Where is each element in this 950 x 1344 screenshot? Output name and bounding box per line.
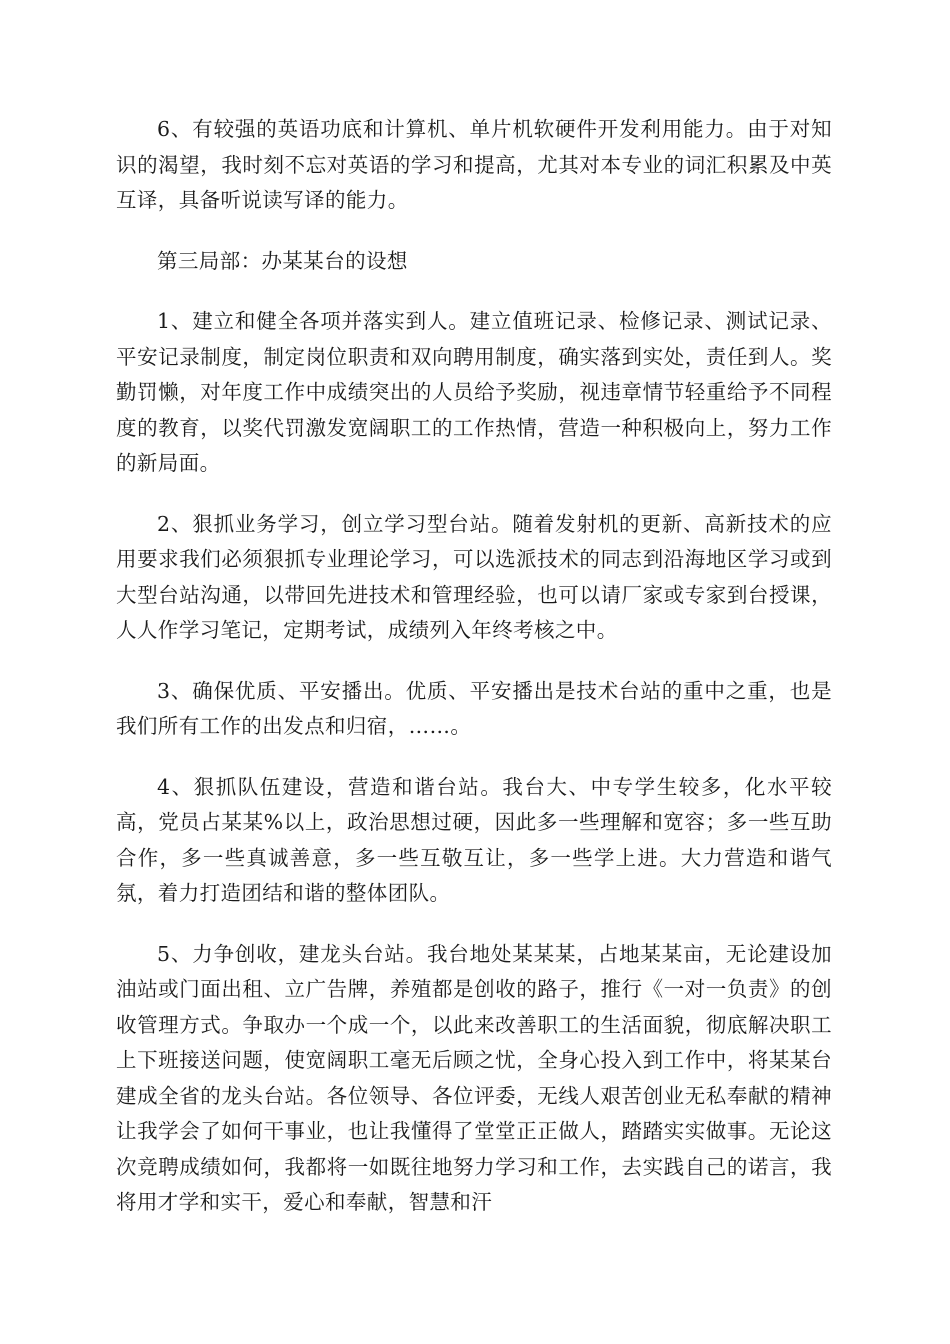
paragraph-item-6: 6、有较强的英语功底和计算机、单片机软硬件开发利用能力。由于对知识的渴望，我时刻不忘对英语的学习和提高，尤其对本专业的词汇积累及中英互译，具备听说读写译的能力。 (116, 117, 832, 212)
paragraph-item-2: 2、狠抓业务学习，创立学习型台站。随着发射机的更新、高新技术的应用要求我们必须狠抓专业理论学习，可以选派技术的同志到沿海地区学习或到大型台站沟通，以带回先进技术和管理经验，也可以请厂家或专家到台授课，人人作学习笔记，定期考试，成绩列入年终考核之中。 (116, 511, 832, 642)
document-page (116, 112, 832, 1246)
paragraph-item-5: 5、力争创收，建龙头台站。我台地处某某某，占地某某亩，无论建设加油站或门面出租、立广告牌，养殖都是创收的路子，推行《一对一负责》的创收管理方式。争取办一个成一个，以此来改善职工的生活面貌，彻底解决职工上下班接送问题，使宽阔职工毫无后顾之忧，全身心投入到工作中，将某某台建成全省的龙头台站。各位领导、各位评委，无线人艰苦创业无私奉献的精神让我学会了如何干事业，也让我懂得了堂堂正正做人，踏踏实实做事。无论这次竞聘成绩如何，我都将一如既往地努力学习和工作，去实践自己的诺言，我将用才学和实干，爱心和奉献，智慧和汗 (116, 941, 832, 1214)
section-heading: 第三局部：办某某台的设想 (157, 248, 408, 273)
paragraph-item-3: 3、确保优质、平安播出。优质、平安播出是技术台站的重中之重，也是我们所有工作的出发点和归宿，……。 (116, 678, 832, 738)
paragraph-item-1: 1、建立和健全各项并落实到人。建立值班记录、检修记录、测试记录、平安记录制度，制定岗位职责和双向聘用制度，确实落到实处，责任到人。奖勤罚懒，对年度工作中成绩突出的人员给予奖励，视违章情节轻重给予不同程度的教育，以奖代罚激发宽阔职工的工作热情，营造一种积极向上，努力工作的新局面。 (116, 309, 832, 475)
paragraph-item-4: 4、狠抓队伍建设，营造和谐台站。我台大、中专学生较多，化水平较高，党员占某某%以上，政治思想过硬，因此多一些理解和宽容；多一些互助合作，多一些真诚善意，多一些互敬互让，多一些学上进。大力营造和谐气氛，着力打造团结和谐的整体团队。 (116, 774, 832, 905)
